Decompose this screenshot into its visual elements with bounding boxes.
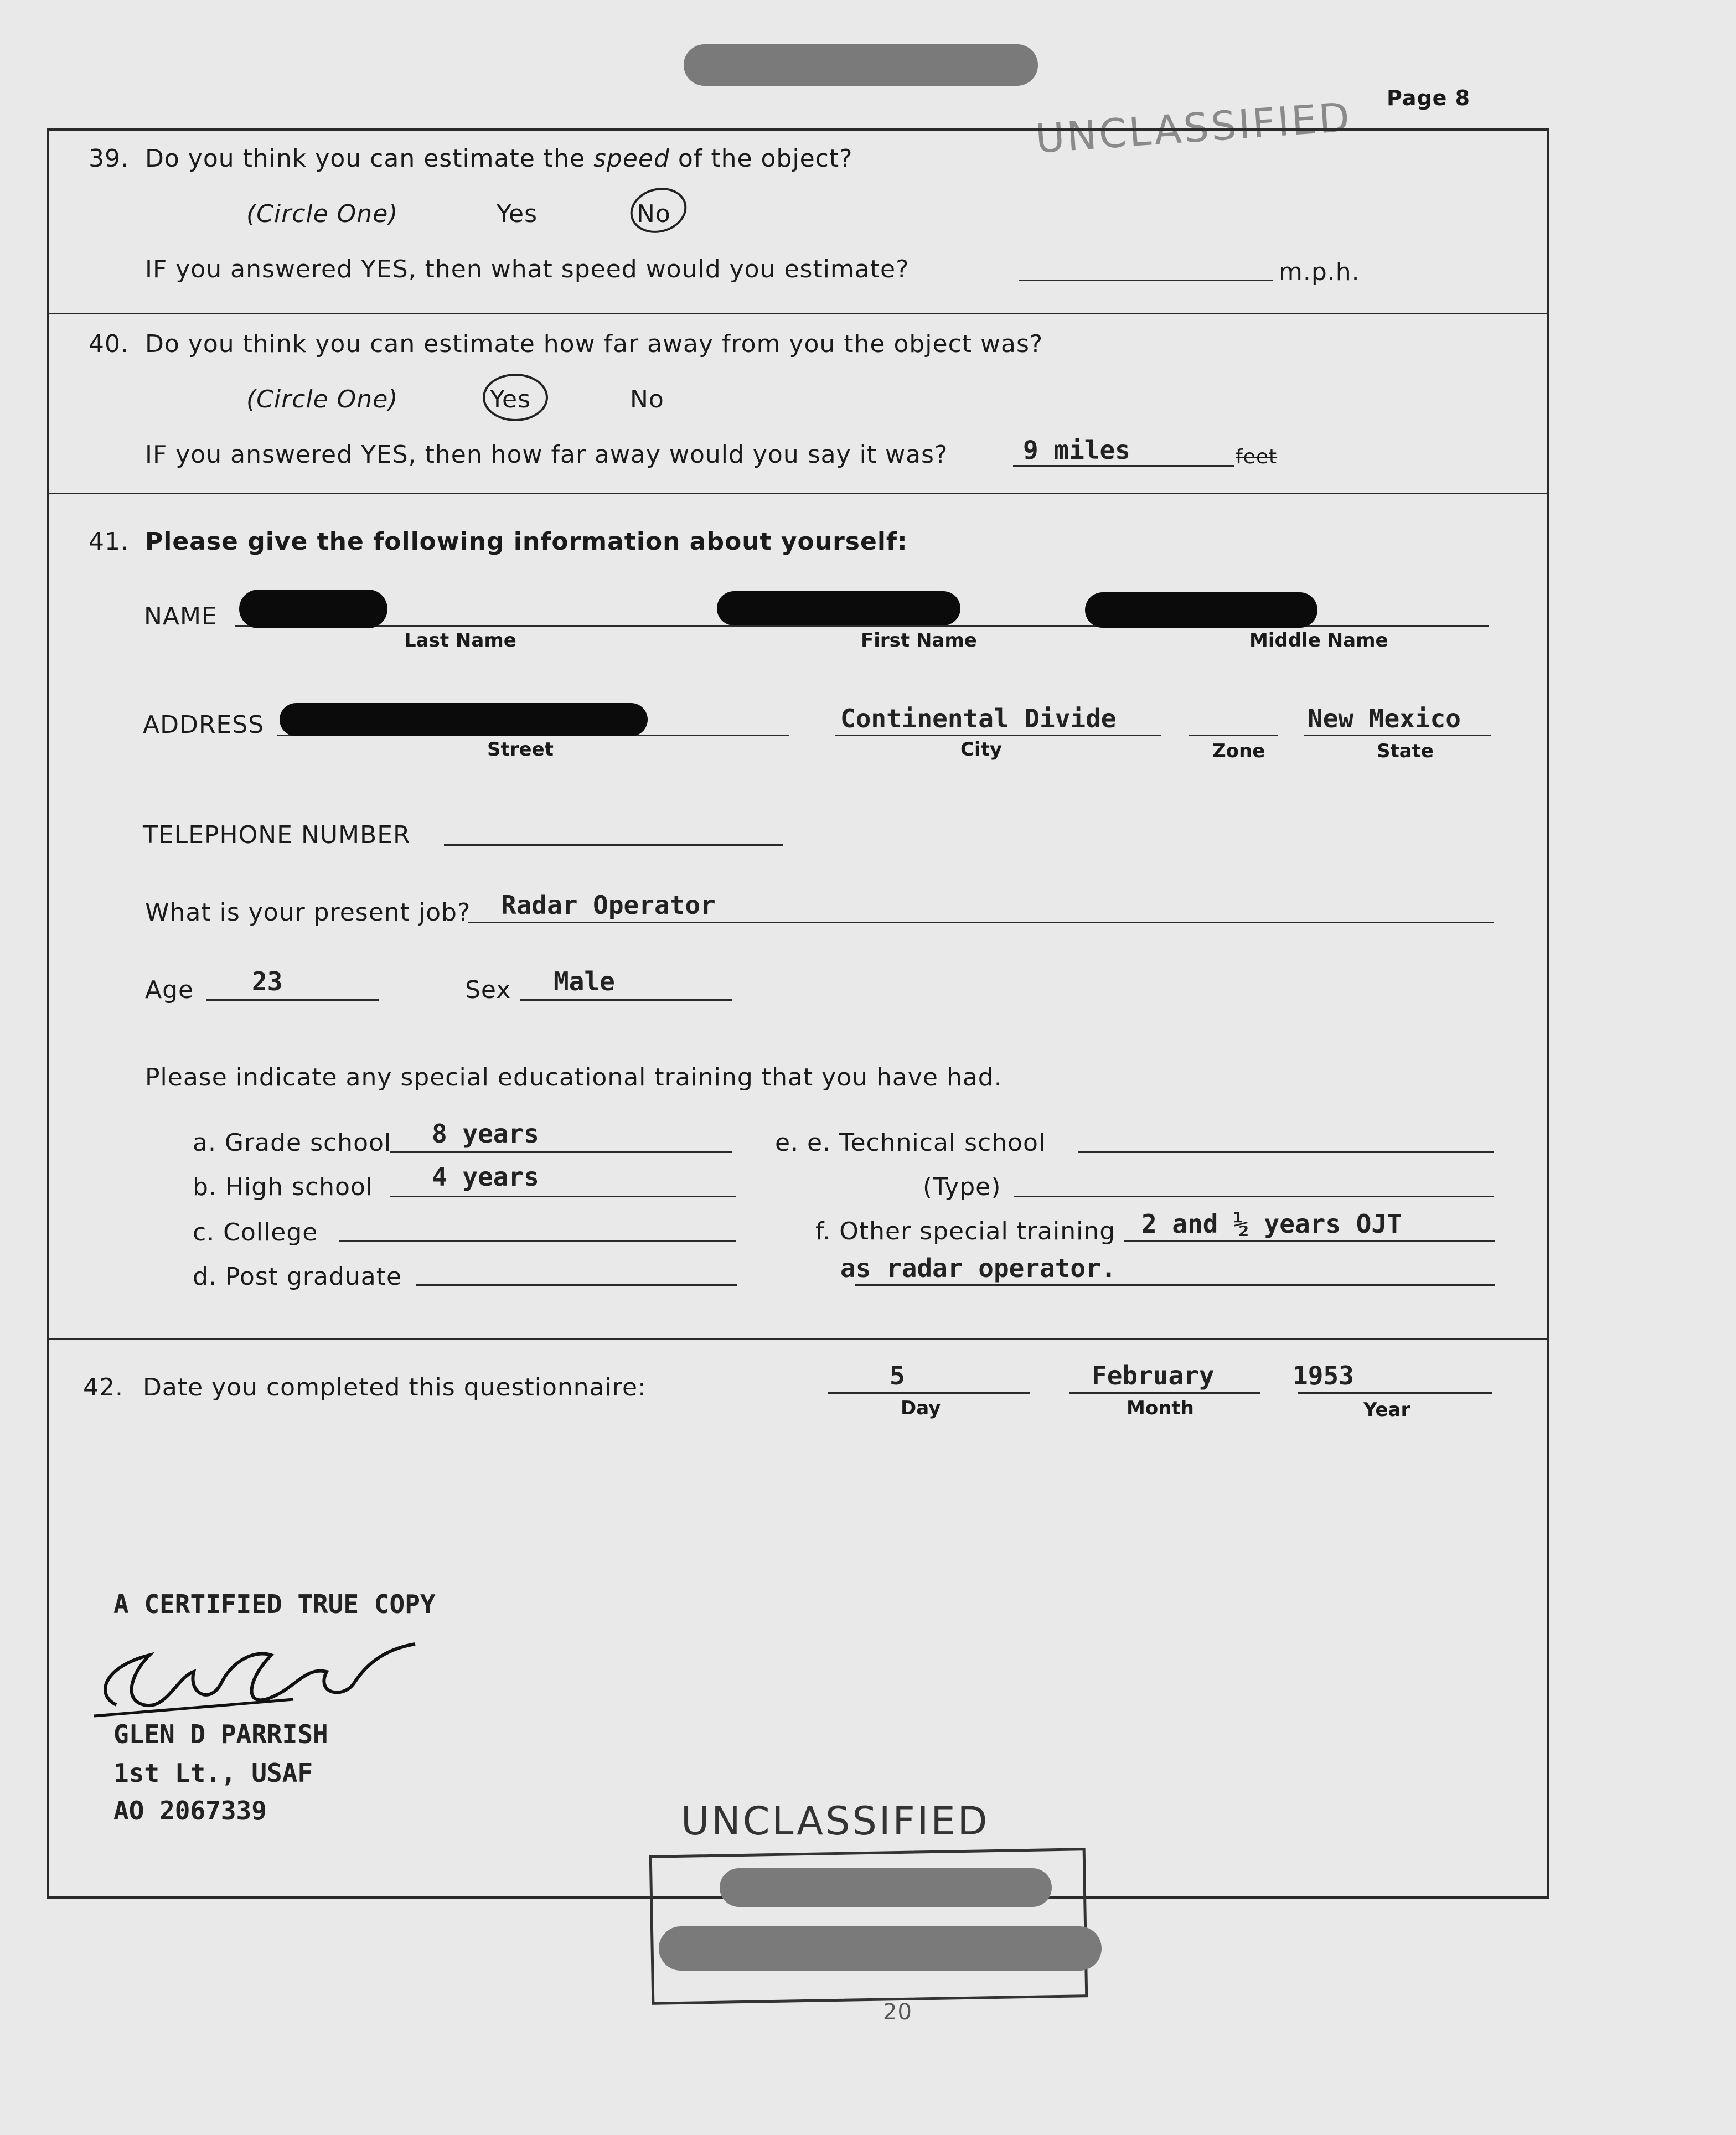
grade-school-field-line[interactable]: [390, 1151, 732, 1153]
q39-option-no[interactable]: No: [637, 200, 671, 228]
redacted-first-name: [717, 591, 960, 625]
q40-number: 40.: [89, 330, 129, 358]
city-caption: City: [960, 738, 1003, 761]
age-label: Age: [145, 976, 194, 1004]
q39-unit: m.p.h.: [1279, 258, 1360, 286]
unclassified-stamp-bottom: UNCLASSIFIED: [681, 1798, 990, 1844]
year-caption: Year: [1363, 1399, 1410, 1421]
q39-text-em: speed: [593, 144, 670, 173]
technical-school-field[interactable]: [1078, 1151, 1494, 1153]
day-field-line[interactable]: [828, 1392, 1030, 1394]
city-value: Continental Divide: [840, 704, 1117, 733]
job-field-line[interactable]: [468, 922, 1494, 923]
signature-graphic: [83, 1633, 437, 1733]
year-field-line[interactable]: [1298, 1392, 1492, 1394]
q39-speed-field[interactable]: [1019, 280, 1273, 281]
q39-question: [145, 144, 853, 173]
job-value: Radar Operator: [501, 890, 716, 920]
last-name-caption: Last Name: [404, 629, 516, 652]
certifier-serial: AO 2067339: [113, 1796, 267, 1826]
redacted-middle-name: [1085, 592, 1318, 628]
certifier-name: GLEN D PARRISH: [113, 1719, 328, 1749]
other-training-value-1: 2 and ½ years OJT: [1141, 1209, 1402, 1239]
divider-40-41: [47, 493, 1549, 494]
post-graduate-field[interactable]: [416, 1284, 737, 1286]
type-label: (Type): [923, 1173, 1001, 1201]
college-label: c. College: [193, 1218, 318, 1247]
q42-question: Date you completed this questionnaire:: [143, 1373, 647, 1402]
month-field-line[interactable]: [1070, 1392, 1260, 1394]
q40-option-no[interactable]: No: [630, 385, 664, 413]
bottom-page-number: 20: [883, 1999, 912, 2025]
telephone-field[interactable]: [444, 844, 783, 846]
q39-circle-one: (Circle One): [246, 200, 399, 228]
q39-followup: IF you answered YES, then what speed would you estimate?: [145, 255, 910, 283]
certified-copy-title: A CERTIFIED TRUE COPY: [113, 1589, 436, 1619]
redacted-street: [280, 703, 648, 736]
job-label: What is your present job?: [145, 898, 471, 927]
unclassified-stamp-top: UNCLASSIFIED: [1034, 94, 1353, 162]
divider-41-42: [47, 1338, 1549, 1340]
day-caption: Day: [901, 1397, 941, 1419]
age-field-line[interactable]: [206, 999, 379, 1001]
type-field[interactable]: [1014, 1196, 1494, 1197]
q40-distance-value: 9 miles: [1023, 435, 1130, 465]
state-caption: State: [1377, 740, 1434, 762]
telephone-label: TELEPHONE NUMBER: [143, 821, 411, 849]
state-field-line[interactable]: [1304, 735, 1491, 736]
college-field[interactable]: [339, 1240, 736, 1242]
q40-followup: IF you answered YES, then how far away would you say it was?: [145, 441, 948, 469]
certifier-rank: 1st Lt., USAF: [113, 1758, 313, 1788]
other-training-field-line-1[interactable]: [1124, 1240, 1495, 1242]
page-number: Page 8: [1387, 86, 1471, 110]
month-caption: Month: [1127, 1397, 1194, 1419]
q40-option-yes[interactable]: Yes: [490, 385, 531, 413]
high-school-field-line[interactable]: [390, 1196, 736, 1197]
name-label: NAME: [144, 602, 218, 630]
address-label: ADDRESS: [143, 711, 265, 739]
street-caption: Street: [487, 738, 554, 761]
q41-number: 41.: [89, 528, 129, 556]
q40-circle-one: (Circle One): [246, 385, 399, 413]
q39-text-a: Do you think you can estimate the: [145, 144, 593, 173]
year-value: 1953: [1293, 1361, 1354, 1390]
q39-number: 39.: [89, 144, 129, 173]
redacted-header-mark: [684, 44, 1038, 86]
q39-text-b: of the object?: [669, 144, 853, 173]
q40-unit: feet: [1236, 446, 1278, 468]
sex-field-line[interactable]: [520, 999, 732, 1001]
divider-39-40: [47, 313, 1549, 314]
high-school-value: 4 years: [432, 1162, 539, 1192]
state-value: New Mexico: [1308, 704, 1461, 733]
q40-question: Do you think you can estimate how far away from you the object was?: [145, 330, 1043, 358]
technical-school-label: e. e. Technical school: [775, 1129, 1046, 1157]
q39-option-yes[interactable]: Yes: [497, 200, 538, 228]
city-field-line[interactable]: [835, 735, 1161, 736]
middle-name-caption: Middle Name: [1249, 629, 1388, 652]
q40-distance-field[interactable]: [1013, 465, 1234, 467]
other-training-label: f. Other special training: [815, 1217, 1116, 1245]
post-graduate-label: d. Post graduate: [193, 1263, 402, 1291]
signature-svg: [83, 1633, 437, 1733]
sex-label: Sex: [465, 976, 512, 1004]
q42-number: 42.: [83, 1373, 123, 1402]
q40-yes-circle-mark: [483, 374, 548, 421]
month-value: February: [1092, 1361, 1215, 1390]
age-value: 23: [252, 966, 283, 996]
first-name-caption: First Name: [861, 629, 977, 652]
q41-question: Please give the following information about yourself:: [145, 528, 908, 556]
high-school-label: b. High school: [193, 1173, 374, 1201]
redacted-last-name: [239, 590, 388, 628]
day-value: 5: [890, 1361, 905, 1390]
zone-caption: Zone: [1212, 740, 1265, 762]
zone-field-line[interactable]: [1189, 735, 1278, 736]
grade-school-value: 8 years: [432, 1119, 539, 1149]
redacted-stamp-blot-2: [659, 1926, 1102, 1971]
other-training-field-line-2[interactable]: [855, 1284, 1495, 1286]
sex-value: Male: [554, 966, 615, 996]
other-training-value-2: as radar operator.: [840, 1253, 1117, 1283]
redacted-stamp-blot-1: [720, 1868, 1052, 1907]
education-prompt: Please indicate any special educational training that you have had.: [145, 1063, 1003, 1092]
grade-school-label: a. Grade school: [193, 1129, 392, 1157]
